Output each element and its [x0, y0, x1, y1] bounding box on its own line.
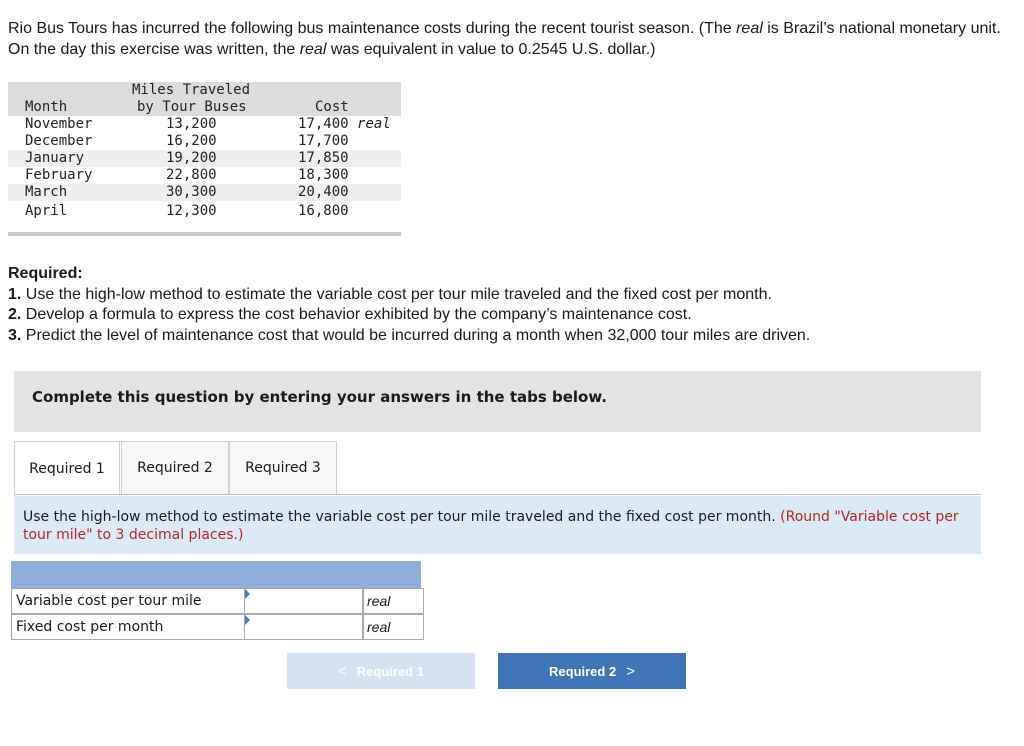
previous-button-label: Required 1 [356, 663, 424, 679]
variable-cost-unit: real [363, 588, 424, 614]
row-cost: 17,700 [298, 133, 349, 149]
input-flag-icon [245, 589, 250, 599]
row-miles: 19,200 [166, 150, 217, 166]
required-item-3 [8, 326, 1008, 347]
required-item-text: Predict the level of maintenance cost that would be incurred during a month when 32,000 tour miles are driven. [21, 326, 811, 344]
maintenance-cost-table [8, 82, 401, 236]
header-cost: Cost [315, 99, 349, 115]
required-item-number: 2. [8, 306, 22, 323]
table-row [8, 150, 401, 167]
row-miles: 30,300 [166, 184, 217, 200]
problem-intro [8, 18, 1008, 60]
fixed-cost-unit: real [363, 614, 424, 640]
table-row [8, 184, 401, 201]
instruction-main: Use the high-low method to estimate the variable cost per tour mile traveled and the fixed cost per month. [23, 509, 781, 525]
header-miles-line2: by Tour Buses [137, 99, 247, 115]
row-month: April [25, 203, 68, 219]
required-item-text: Use the high-low method to estimate the variable cost per tour mile traveled and the fixed cost per month. [21, 285, 772, 303]
next-button-label: Required 2 [549, 663, 617, 679]
tab-required-1[interactable]: Required 1 [14, 441, 120, 496]
variable-cost-input[interactable] [244, 588, 363, 614]
instructions-banner [14, 371, 981, 432]
table-row [8, 133, 401, 150]
banner-text: Complete this question by entering your answers in the tabs below. [32, 388, 607, 406]
header-month: Month [25, 99, 68, 115]
fixed-cost-input[interactable] [244, 614, 363, 640]
row-month: February [25, 167, 93, 183]
row-month: March [25, 184, 68, 200]
required-item-text: Develop a formula to express the cost behavior exhibited by the company’s maintenance cost. [21, 306, 692, 323]
intro-real-1: real [736, 20, 763, 37]
table-bottom-rule [8, 232, 401, 236]
cost-unit: real [357, 116, 391, 132]
tab-divider [14, 494, 981, 495]
next-button[interactable] [498, 653, 686, 689]
row-month: December [25, 133, 93, 149]
answer-table-header [11, 561, 421, 589]
answer-row-variable-cost [11, 588, 420, 614]
row-cost: 20,400 [298, 184, 349, 200]
row-cost: 17,850 [298, 150, 349, 166]
variable-cost-label: Variable cost per tour mile [11, 588, 249, 614]
row-miles: 13,200 [166, 116, 217, 132]
header-miles-line1: Miles Traveled [132, 82, 251, 98]
tab-instruction [14, 496, 981, 554]
input-flag-icon [245, 615, 250, 625]
row-cost: 16,800 [298, 203, 349, 219]
row-cost: 18,300 [298, 167, 349, 183]
table-header [8, 82, 401, 116]
instruction-text [23, 508, 968, 544]
required-label: Required: [8, 265, 83, 282]
answer-row-fixed-cost [11, 614, 420, 640]
table-row [8, 203, 401, 220]
fixed-cost-label: Fixed cost per month [11, 614, 249, 640]
row-miles: 16,200 [166, 133, 217, 149]
row-miles: 12,300 [166, 203, 217, 219]
intro-text-2: is Brazil’s national monetary unit. On the day this exercise was written, the [8, 20, 1001, 58]
tab-required-3[interactable]: Required 3 [229, 441, 337, 494]
required-item-2 [8, 305, 1008, 326]
table-row [8, 116, 401, 133]
tab-required-2[interactable]: Required 2 [121, 441, 229, 494]
row-cost [298, 116, 391, 133]
required-item-number: 1. [8, 285, 22, 303]
intro-real-2: real [299, 41, 327, 58]
intro-text-1: Rio Bus Tours has incurred the following bus maintenance costs during the recent tourist season. (The [8, 20, 737, 37]
row-miles: 22,800 [166, 167, 217, 183]
table-row [8, 167, 401, 184]
rounding-note: (Round "Variable cost per tour mile" to 3 decimal places.) [23, 509, 959, 543]
chevron-left-icon: < [338, 662, 347, 680]
previous-button[interactable] [287, 653, 475, 689]
row-month: November [25, 116, 93, 132]
required-section [8, 264, 1008, 346]
intro-text-3: was equivalent in value to 0.2545 U.S. dollar.) [326, 41, 656, 58]
row-cost-value: 17,400 [298, 116, 349, 132]
required-item-number: 3. [8, 326, 22, 344]
chevron-right-icon: > [626, 662, 635, 680]
required-item-1 [8, 285, 1008, 306]
row-month: January [25, 150, 85, 166]
